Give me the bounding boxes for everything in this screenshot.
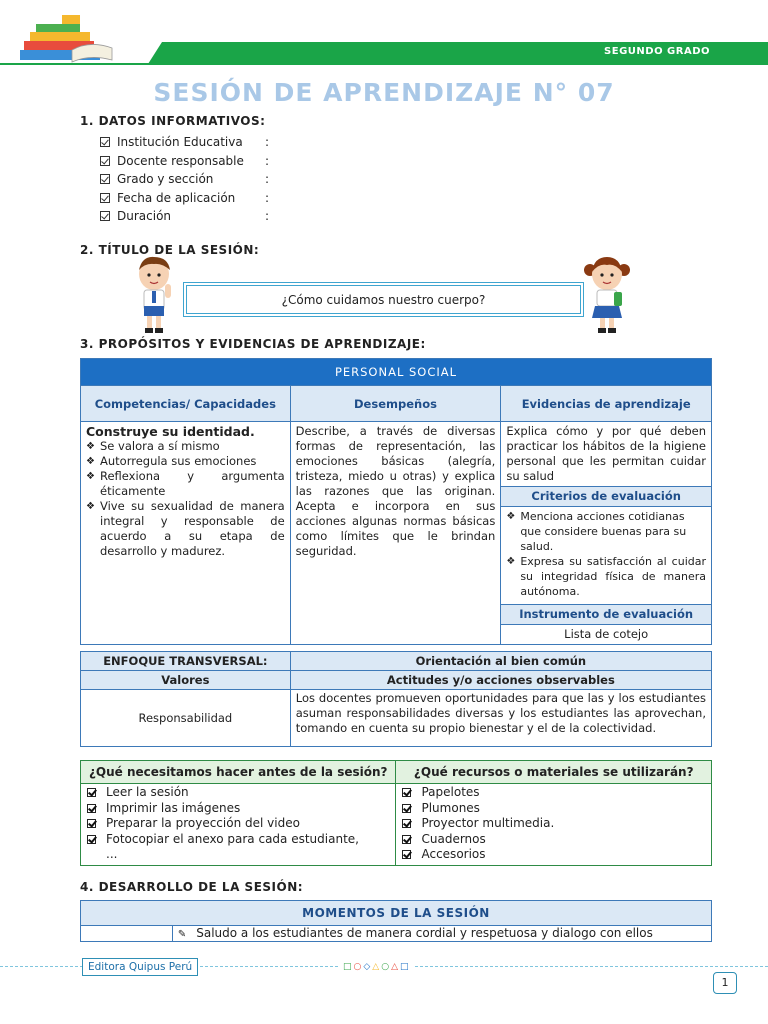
- acciones-cell: Los docentes promueven oportunidades para que las y los estudiantes asuman responsabilidades diversas y los estudiantes las aprovechan, tomando en cuenta su propio bienestar y el de la colectividad.: [290, 690, 711, 747]
- checkbox-icon: [100, 193, 110, 203]
- list-item: ❖ Autorregula sus emociones: [86, 454, 285, 469]
- checkbox-icon: [87, 804, 96, 813]
- list-item: ❖ Expresa su satisfacción al cuidar su integridad física de manera autónoma.: [506, 554, 706, 599]
- list-item: Cuadernos: [402, 832, 705, 848]
- checkbox-icon: [100, 174, 110, 184]
- competencia-title: Construye su identidad.: [86, 424, 255, 439]
- girl-illustration-icon: [582, 254, 632, 336]
- list-item: ❖ Reflexiona y argumenta éticamente: [86, 469, 285, 499]
- criterios-heading: Criterios de evaluación: [501, 487, 712, 507]
- list-item: ❖ Se valora a sí mismo: [86, 439, 285, 454]
- list-item: ❖ Menciona acciones cotidianas que considere buenas para su salud.: [506, 509, 706, 554]
- momentos-heading: MOMENTOS DE LA SESIÓN: [81, 901, 712, 926]
- datos-row: Grado y sección :: [100, 170, 269, 189]
- momento-detail: ✎ Saludo a los estudiantes de manera cordial y respetuosa y dialogo con ellos: [172, 926, 711, 942]
- list-item: Leer la sesión: [87, 785, 389, 801]
- instrumento-heading: Instrumento de evaluación: [501, 605, 712, 625]
- desarrollo-table: [80, 900, 712, 942]
- checkbox-icon: [402, 850, 411, 859]
- list-item: Fotocopiar el anexo para cada estudiante,: [87, 832, 389, 848]
- antes-cell: [81, 784, 396, 866]
- acciones-label: Actitudes y/o acciones observables: [290, 671, 711, 690]
- momento-cell: [81, 926, 173, 942]
- enfoque-name: Orientación al bien común: [290, 652, 711, 671]
- checkbox-icon: [87, 835, 96, 844]
- list-item: ...: [106, 847, 118, 861]
- propositos-heading: 3. PROPÓSITOS Y EVIDENCIAS DE APRENDIZAJE:: [80, 337, 426, 351]
- col-competencias: Competencias/ Capacidades: [81, 386, 291, 422]
- datos-row: Docente responsable :: [100, 152, 269, 171]
- list-item: Papelotes: [402, 785, 705, 801]
- list-item: Imprimir las imágenes: [87, 801, 389, 817]
- list-item: Preparar la proyección del video: [87, 816, 389, 832]
- competencias-cell: [81, 422, 291, 645]
- datos-heading: 1. DATOS INFORMATIVOS:: [80, 114, 266, 128]
- boy-illustration-icon: [132, 254, 178, 336]
- area-band: PERSONAL SOCIAL: [81, 359, 712, 386]
- pen-icon: ✎: [177, 929, 187, 940]
- datos-row: Institución Educativa :: [100, 133, 269, 152]
- col-desempenos: Desempeños: [290, 386, 501, 422]
- datos-row: Fecha de aplicación :: [100, 189, 269, 208]
- desarrollo-heading: 4. DESARROLLO DE LA SESIÓN:: [80, 880, 304, 894]
- checkbox-icon: [87, 788, 96, 797]
- list-item: Accesorios: [402, 847, 705, 863]
- page-number: 1: [713, 972, 737, 994]
- list-item: Proyector multimedia.: [402, 816, 705, 832]
- checkbox-icon: [402, 804, 411, 813]
- checkbox-icon: [402, 788, 411, 797]
- checkbox-icon: [87, 819, 96, 828]
- valores-label: Valores: [81, 671, 291, 690]
- valor-cell: Responsabilidad: [81, 690, 291, 747]
- checkbox-icon: [100, 211, 110, 221]
- propositos-table: [80, 358, 712, 645]
- checkbox-icon: [402, 835, 411, 844]
- instrumento-cell: Lista de cotejo: [501, 625, 712, 645]
- enfoque-label: ENFOQUE TRANSVERSAL:: [81, 652, 291, 671]
- datos-list: [100, 133, 269, 226]
- recursos-heading: ¿Qué recursos o materiales se utilizarán?: [396, 761, 712, 784]
- list-item: ❖ Vive su sexualidad de manera integral y responsable de acuerdo a su etapa de desarrollo y madurez.: [86, 499, 285, 559]
- preparacion-table: [80, 760, 712, 866]
- checkbox-icon: [100, 156, 110, 166]
- enfoque-table: [80, 651, 712, 747]
- checkbox-icon: [402, 819, 411, 828]
- col-evidencias: Evidencias de aprendizaje: [501, 386, 712, 422]
- books-icon: [12, 10, 122, 68]
- antes-heading: ¿Qué necesitamos hacer antes de la sesión?: [81, 761, 396, 784]
- editor-badge: Editora Quipus Perú: [82, 958, 198, 976]
- capacidades-list: [86, 439, 285, 559]
- evidencia-cell: Explica cómo y por qué deben practicar los hábitos de la higiene personal que les permitan cuidar su salud: [501, 422, 712, 487]
- grade-label: SEGUNDO GRADO: [604, 46, 710, 57]
- titulo-heading: 2. TÍTULO DE LA SESIÓN:: [80, 243, 260, 257]
- desempeno-cell: Describe, a través de diversas formas de representación, las emociones básicas (alegría, tristeza, miedo u otras) y explica las razones que las originan. Acepta e incorpora en sus acciones algunas normas básicas como límites que le brindan seguridad.: [290, 422, 501, 645]
- criterios-list: [506, 509, 706, 599]
- criterios-cell: [501, 507, 712, 605]
- session-title-box: [183, 282, 584, 317]
- datos-row: Duración :: [100, 207, 269, 226]
- recursos-cell: [396, 784, 712, 866]
- list-item: Plumones: [402, 801, 705, 817]
- page-title: SESIÓN DE APRENDIZAJE N° 07: [153, 78, 615, 107]
- footer-shapes-icon: □○◇△○△□: [340, 962, 414, 972]
- checkbox-icon: [100, 137, 110, 147]
- session-title: ¿Cómo cuidamos nuestro cuerpo?: [281, 292, 486, 307]
